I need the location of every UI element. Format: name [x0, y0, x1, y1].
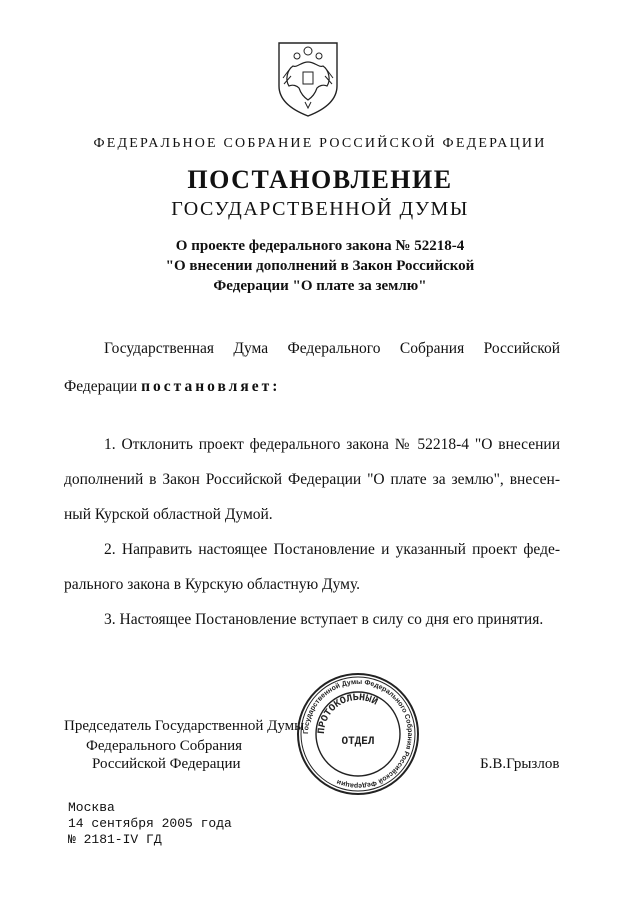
- project-title-line1: О проекте федерального закона № 52218-4: [175, 238, 465, 254]
- stamp-center-text: ОТДЕЛ: [341, 736, 375, 748]
- preamble-decree: постановляет:: [141, 378, 281, 395]
- footer-date: 14 сентября 2005 года: [68, 816, 232, 831]
- project-title-line3: Федерации "О плате за землю": [213, 278, 427, 294]
- footer-number: № 2181-IV ГД: [68, 832, 162, 847]
- preamble-line1: Государственная Дума Федерального Собрания Российской: [104, 340, 560, 357]
- svg-text:ПРОТОКОЛЬНЫЙ: [317, 693, 381, 734]
- official-stamp: [296, 672, 420, 796]
- project-title-line2: "О внесении дополнений в Закон Российской: [165, 258, 475, 274]
- item1-line2: дополнений в Закон Российской Федерации "О плате за землю", внесен-: [64, 471, 560, 488]
- issuer-name: ГОСУДАРСТВЕННОЙ ДУМЫ: [171, 198, 469, 220]
- item3-line1: 3. Настоящее Постановление вступает в силу со дня его принятия.: [104, 611, 544, 628]
- item2-line2: рального закона в Курскую областную Думу.: [64, 576, 361, 593]
- coat-of-arms-icon: [275, 40, 341, 118]
- signature-position-line3: Российской Федерации: [92, 756, 241, 772]
- item1-line1: 1. Отклонить проект федерального закона № 52218-4 "О внесении: [104, 436, 560, 453]
- stamp-outer-text: Государственной Думы Федерального Собрания Российской Федерации: [302, 678, 414, 790]
- stamp-arc-text: ПРОТОКОЛЬНЫЙ: [316, 692, 380, 735]
- item1-line3: ный Курской областной Думой.: [64, 506, 273, 523]
- signature-position-line2: Федерального Собрания: [86, 738, 243, 754]
- footer-city: Москва: [68, 800, 115, 815]
- signatory-name: Б.В.Грызлов: [480, 756, 560, 772]
- document-type: ПОСТАНОВЛЕНИЕ: [187, 165, 453, 194]
- organization-header: ФЕДЕРАЛЬНОЕ СОБРАНИЕ РОССИЙСКОЙ ФЕДЕРАЦИИ: [93, 136, 547, 151]
- item2-line1: 2. Направить настоящее Постановление и указанный проект феде-: [104, 541, 560, 558]
- preamble-start: Федерации: [64, 378, 138, 395]
- preamble-line2: [64, 378, 280, 396]
- signature-position-line1: Председатель Государственной Думы: [64, 718, 305, 734]
